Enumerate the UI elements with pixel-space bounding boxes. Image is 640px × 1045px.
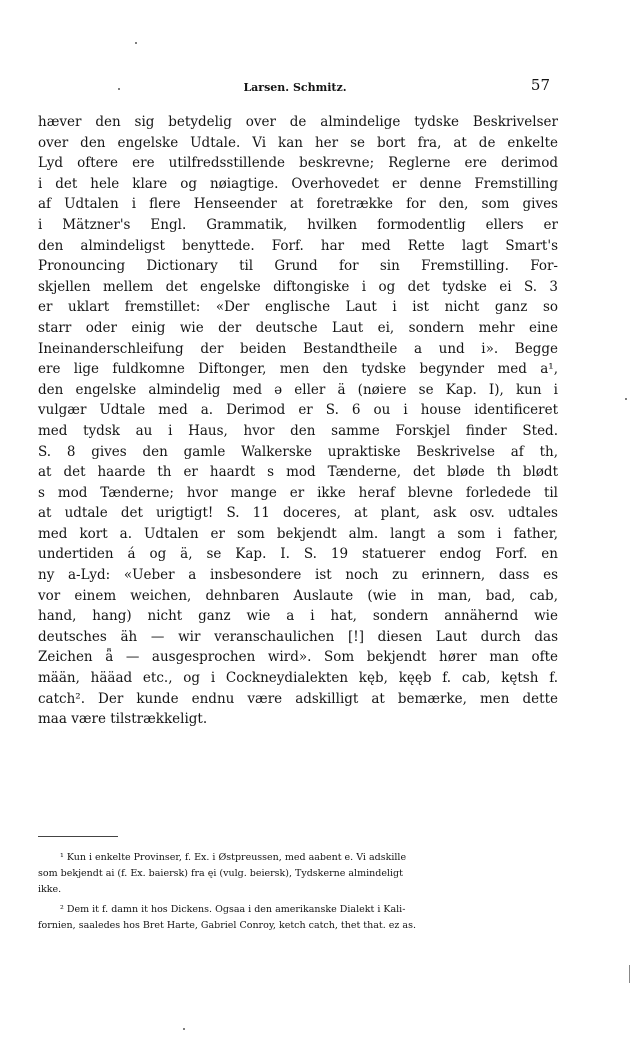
text-line: i Mätzner's Engl. Grammatik, hvilken formodentlig ellers er: [38, 216, 558, 233]
text-line: ny a-Lyd: «Ueber a insbesondere ist noch zu erinnern, dass es: [38, 567, 558, 584]
footnote-line: ikke.: [38, 884, 62, 895]
text-line: Pronouncing Dictionary til Grund for sin Fremstilling. For-: [38, 258, 558, 275]
text-line: ere lige fuldkomne Diftonger, men den tydske begynder med a¹,: [38, 361, 558, 378]
text-line: den engelske almindelig med ə eller ä (nøiere se Kap. I), kun i: [38, 381, 558, 398]
text-line: maa være tilstrækkeligt.: [38, 711, 208, 728]
text-line: Zeichen ǟ — ausgesprochen wird». Som bekjendt hører man ofte: [38, 649, 558, 666]
text-line: s mod Tænderne; hvor mange er ikke heraf blevne forledede til: [38, 484, 558, 501]
text-line: er uklart fremstillet: «Der englische Laut i ist nicht ganz so: [38, 299, 558, 316]
footnote-line: som bekjendt ai (f. Ex. baiersk) fra ęi (vulg. beiersk), Tydskerne almindeligt: [38, 868, 403, 879]
body-text: [38, 112, 558, 730]
margin-dot: [625, 398, 627, 400]
running-header: [40, 76, 550, 98]
footnote-1: [38, 850, 558, 898]
text-line: af Udtalen i flere Henseender at foretrække for den, som gives: [38, 196, 558, 213]
footnote-separator: [38, 836, 118, 837]
margin-dot: [183, 1028, 185, 1030]
text-line: deutsches äh — wir veranschaulichen [!] diesen Laut durch das: [38, 628, 558, 645]
text-line: med tydsk au i Haus, hvor den samme Forskjel finder Sted.: [38, 422, 558, 439]
text-line: catch². Der kunde endnu være adskilligt at bemærke, men dette: [38, 690, 558, 707]
text-line: hand, hang) nicht ganz wie a i hat, sondern annähernd wie: [38, 608, 558, 625]
page-number: 57: [530, 76, 550, 94]
text-line: S. 8 gives den gamle Walkerske upraktiske Beskrivelse af th,: [38, 443, 558, 460]
running-header-title: Larsen. Schmitz.: [243, 81, 347, 94]
text-line: mään, hääad etc., og i Cockneydialekten kęb, kęęb f. cab, kętsh f.: [38, 670, 558, 687]
footnote-2: [38, 902, 558, 934]
text-line: at det haarde th er haardt s mod Tænderne, det bløde th blødt: [38, 464, 558, 481]
footnote-line: fornien, saaledes hos Bret Harte, Gabriel Conroy, ketch catch, thet that. ez as.: [38, 920, 416, 931]
text-line: den almindeligst benyttede. Forf. har med Rette lagt Smart's: [38, 237, 558, 254]
footnotes: [38, 850, 558, 938]
text-line: Lyd oftere ere utilfredsstillende beskrevne; Reglerne ere derimod: [38, 155, 558, 172]
text-line: med kort a. Udtalen er som bekjendt alm. langt a som i father,: [38, 525, 558, 542]
text-line: starr oder einig wie der deutsche Laut ei, sondern mehr eine: [38, 319, 558, 336]
text-line: over den engelske Udtale. Vi kan her se bort fra, at de enkelte: [38, 134, 558, 151]
text-line: hæver den sig betydelig over de almindelige tydske Beskrivelser: [38, 114, 558, 130]
footnote-line: ² Dem it f. damn it hos Dickens. Ogsaa i den amerikanske Dialekt i Kali-: [60, 904, 406, 915]
text-line: undertiden á og ä, se Kap. I. S. 19 statuerer endog Forf. en: [38, 546, 558, 563]
text-line: skjellen mellem det engelske diftongiske i og det tydske ei S. 3: [38, 278, 558, 295]
text-line: at udtale det urigtigt! S. 11 doceres, at plant, ask osv. udtales: [38, 505, 558, 522]
text-line: vor einem weichen, dehnbaren Auslaute (wie in man, bad, cab,: [38, 587, 558, 604]
footnote-line: ¹ Kun i enkelte Provinser, f. Ex. i Østpreussen, med aabent e. Vi adskille: [60, 852, 407, 863]
text-line: vulgær Udtale med a. Derimod er S. 6 ou i house identificeret: [38, 402, 558, 419]
text-line: Ineinanderschleifung der beiden Bestandtheile a und i». Begge: [38, 340, 558, 357]
text-line: i det hele klare og nøiagtige. Overhovedet er denne Fremstilling: [38, 175, 558, 192]
margin-dot: [135, 42, 137, 44]
margin-mark: [629, 965, 630, 983]
